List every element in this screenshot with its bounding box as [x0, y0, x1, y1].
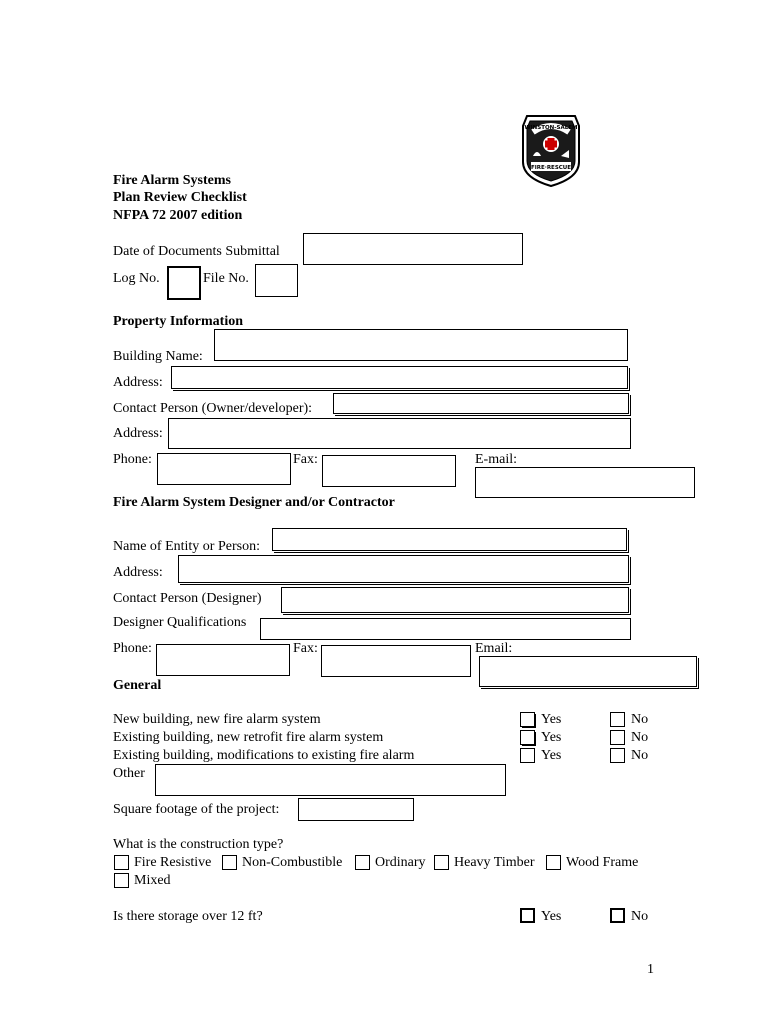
new-building-no-checkbox[interactable]: [610, 712, 625, 727]
square-footage-field[interactable]: [298, 798, 414, 821]
logo-bottom-text: FIRE·RESCUE: [530, 165, 572, 171]
property-fax-label: Fax:: [293, 452, 318, 467]
property-fax-field[interactable]: [322, 455, 456, 487]
title-line-3: NFPA 72 2007 edition: [113, 208, 243, 223]
wood-frame-checkbox[interactable]: [546, 855, 561, 870]
property-email-label: E-mail:: [475, 452, 517, 467]
file-no-label: File No.: [203, 271, 249, 286]
designer-address-label: Address:: [113, 565, 163, 580]
property-email-field[interactable]: [475, 467, 695, 498]
entity-name-label: Name of Entity or Person:: [113, 539, 260, 554]
property-heading: Property Information: [113, 314, 243, 329]
fire-rescue-logo: [519, 112, 583, 188]
building-name-label: Building Name:: [113, 349, 203, 364]
title-line-1: Fire Alarm Systems: [113, 173, 231, 188]
general-heading: General: [113, 678, 162, 693]
designer-qualifications-field[interactable]: [260, 618, 631, 640]
modifications-no-checkbox[interactable]: [610, 748, 625, 763]
mixed-label: Mixed: [134, 873, 171, 888]
fire-resistive-checkbox[interactable]: [114, 855, 129, 870]
property-address-field[interactable]: [171, 366, 628, 389]
modifications-yes-checkbox[interactable]: [520, 748, 535, 763]
logo-top-text: WINSTON-SALEM: [524, 125, 578, 131]
yes-label: Yes: [541, 748, 562, 763]
square-footage-label: Square footage of the project:: [113, 802, 280, 817]
log-no-field[interactable]: [167, 266, 201, 300]
owner-contact-field[interactable]: [333, 393, 629, 414]
general-row-modifications: Existing building, modifications to existing fire alarm: [113, 748, 415, 763]
wood-frame-label: Wood Frame: [566, 855, 639, 870]
property-address-label: Address:: [113, 375, 163, 390]
designer-heading: Fire Alarm System Designer and/or Contractor: [113, 495, 395, 510]
designer-contact-field[interactable]: [281, 587, 629, 613]
heavy-timber-label: Heavy Timber: [454, 855, 535, 870]
storage-yes-checkbox[interactable]: [520, 908, 535, 923]
other-label: Other: [113, 766, 145, 781]
construction-question: What is the construction type?: [113, 837, 284, 852]
new-building-yes-checkbox[interactable]: [520, 712, 535, 727]
log-no-label: Log No.: [113, 271, 160, 286]
fire-resistive-label: Fire Resistive: [134, 855, 212, 870]
mixed-checkbox[interactable]: [114, 873, 129, 888]
owner-address-field[interactable]: [168, 418, 631, 449]
other-field[interactable]: [155, 764, 506, 796]
owner-address-label: Address:: [113, 426, 163, 441]
designer-fax-label: Fax:: [293, 641, 318, 656]
date-submittal-field[interactable]: [303, 233, 523, 265]
title-line-2: Plan Review Checklist: [113, 190, 247, 205]
general-row-retrofit: Existing building, new retrofit fire alarm system: [113, 730, 384, 745]
storage-question: Is there storage over 12 ft?: [113, 909, 263, 924]
yes-label: Yes: [541, 909, 562, 924]
no-label: No: [631, 730, 649, 745]
designer-phone-field[interactable]: [156, 644, 290, 676]
date-submittal-label: Date of Documents Submittal: [113, 244, 280, 259]
non-combustible-label: Non-Combustible: [242, 855, 343, 870]
entity-name-field[interactable]: [272, 528, 627, 551]
non-combustible-checkbox[interactable]: [222, 855, 237, 870]
designer-email-field[interactable]: [479, 656, 697, 687]
owner-contact-label: Contact Person (Owner/developer):: [113, 401, 313, 416]
no-label: No: [631, 909, 649, 924]
page-number: 1: [647, 962, 654, 977]
ordinary-checkbox[interactable]: [355, 855, 370, 870]
general-row-new-building: New building, new fire alarm system: [113, 712, 321, 727]
yes-label: Yes: [541, 730, 562, 745]
property-phone-label: Phone:: [113, 452, 152, 467]
designer-contact-label: Contact Person (Designer): [113, 591, 262, 606]
designer-address-field[interactable]: [178, 555, 629, 583]
no-label: No: [631, 712, 649, 727]
file-no-field[interactable]: [255, 264, 298, 297]
yes-label: Yes: [541, 712, 562, 727]
storage-no-checkbox[interactable]: [610, 908, 625, 923]
designer-email-label: Email:: [475, 641, 513, 656]
designer-phone-label: Phone:: [113, 641, 152, 656]
heavy-timber-checkbox[interactable]: [434, 855, 449, 870]
designer-fax-field[interactable]: [321, 645, 471, 677]
ordinary-label: Ordinary: [375, 855, 426, 870]
designer-qualifications-label: Designer Qualifications: [113, 615, 247, 630]
building-name-field[interactable]: [214, 329, 628, 361]
property-phone-field[interactable]: [157, 453, 291, 485]
retrofit-no-checkbox[interactable]: [610, 730, 625, 745]
no-label: No: [631, 748, 649, 763]
retrofit-yes-checkbox[interactable]: [520, 730, 535, 745]
